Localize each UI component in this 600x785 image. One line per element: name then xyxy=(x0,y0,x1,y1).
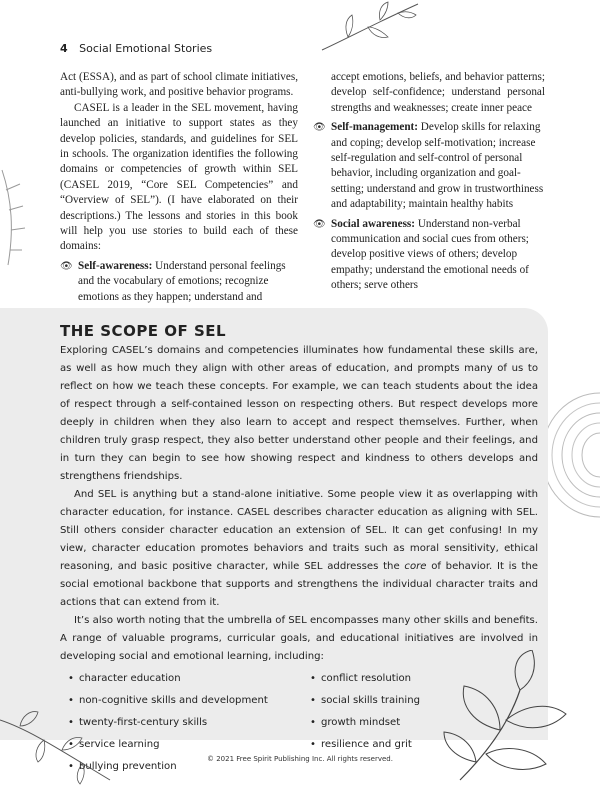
copyright-footer: © 2021 Free Spirit Publishing Inc. All rights reserved. xyxy=(207,755,393,763)
list-item: • character education xyxy=(68,670,181,688)
bullet-social-awareness xyxy=(313,217,545,294)
bullet-term: Social awareness: xyxy=(331,217,416,230)
list-item: • growth mindset xyxy=(310,714,400,732)
paragraph: accept emotions, beliefs, and behavior patterns; develop self-confidence; understand personal strengths and weaknesses; create inner peace xyxy=(331,71,545,114)
emphasis: core xyxy=(404,561,427,572)
paragraph: It’s also worth noting that the umbrella of SEL encompasses many other skills and benefits. A range of valuable programs, curricular goals, and educational initiatives are involved in developing social and emotional learning, including: xyxy=(60,615,538,662)
leaf-sprig-left-illustration xyxy=(0,160,40,270)
list-item: • twenty-first-century skills xyxy=(68,714,207,732)
leaves-illustration-bottom-right xyxy=(440,650,600,785)
branch-illustration-bottom-left xyxy=(0,700,120,785)
eye-icon: 👁 xyxy=(313,218,326,230)
running-header xyxy=(60,42,212,55)
right-column xyxy=(313,70,545,294)
eye-icon: 👁 xyxy=(313,122,326,134)
list-item: • conflict resolution xyxy=(310,670,411,688)
paragraph: And SEL is anything but a stand-alone initiative. Some people view it as overlapping with character education, for instance. CASEL describes character education as aligning with SEL. Still others consider character education an extension of SEL. It can get confusing! In my view, character education promotes behaviors and traits such as moral sensitivity, ethical reasoning, and basic positive character, while SEL addresses the core of behavior. It is the social emotional backbone that supports and strengthens the individual character traits and actions that can extend from it. xyxy=(60,489,538,608)
list-item: • service learning xyxy=(68,736,160,754)
paragraph: Exploring CASEL’s domains and competencies illuminates how fundamental these skills are, as well as how much they align with other areas of education, and prompts many of us to reflect on how we teach these concepts. For example, we can teach students about the idea of respect through a self-contained lesson on respecting others. But respect develops more deeply in children when they also learn to accept and respect themselves. Further, when children truly grasp respect, they also better understand other people and their feelings, and in turn they can begin to see how showing respect and kindness to others develops and strengthens friendships. xyxy=(60,345,538,482)
section-title: THE SCOPE OF SEL xyxy=(60,322,227,340)
running-title: Social Emotional Stories xyxy=(79,42,213,55)
bullet-term: Self-management: xyxy=(331,121,418,134)
left-column xyxy=(60,70,298,305)
branch-illustration-top xyxy=(318,0,428,55)
bullet-term: Self-awareness: xyxy=(78,259,153,272)
list-item: • non-cognitive skills and development xyxy=(68,692,268,710)
bullet-text: Understand non-verbal communication and social cues from others; develop positive views of others; develop empathy; understand the emotional needs of others; serve others xyxy=(331,217,529,292)
bullet-self-management xyxy=(313,120,545,212)
bullet-text: Understand personal feelings and the vocabulary of emotions; recognize emotions as they happen; understand and xyxy=(78,259,286,303)
paragraph: Act (ESSA), and as part of school climate initiatives, anti-bullying work, and positive behavior programs. xyxy=(60,71,298,99)
bullet-text: Develop skills for relaxing and coping; develop self-motivation; increase self-regulation and self-control of personal behavior, including organization and goal-setting; understand and grow in trustworthiness and adaptability; maintain healthy habits xyxy=(331,121,544,211)
eye-icon: 👁 xyxy=(60,260,73,272)
list-item: • social skills training xyxy=(310,692,420,710)
page-number: 4 xyxy=(60,42,68,55)
list-item: • resilience and grit xyxy=(310,736,412,754)
list-item: • bullying prevention xyxy=(68,758,177,776)
paragraph: CASEL is a leader in the SEL movement, having launched an initiative to support states as they develop policies, standards, and guidelines for SEL in schools. The organization identifies the following domains or competencies of growth within SEL (CASEL 2019, “Core SEL Competencies” and “Overview of SEL”). (I have elaborated on their descriptions.) The lessons and stories in this book will help you use stories to build each of these domains: xyxy=(60,101,298,253)
bullet-self-awareness xyxy=(60,259,298,305)
